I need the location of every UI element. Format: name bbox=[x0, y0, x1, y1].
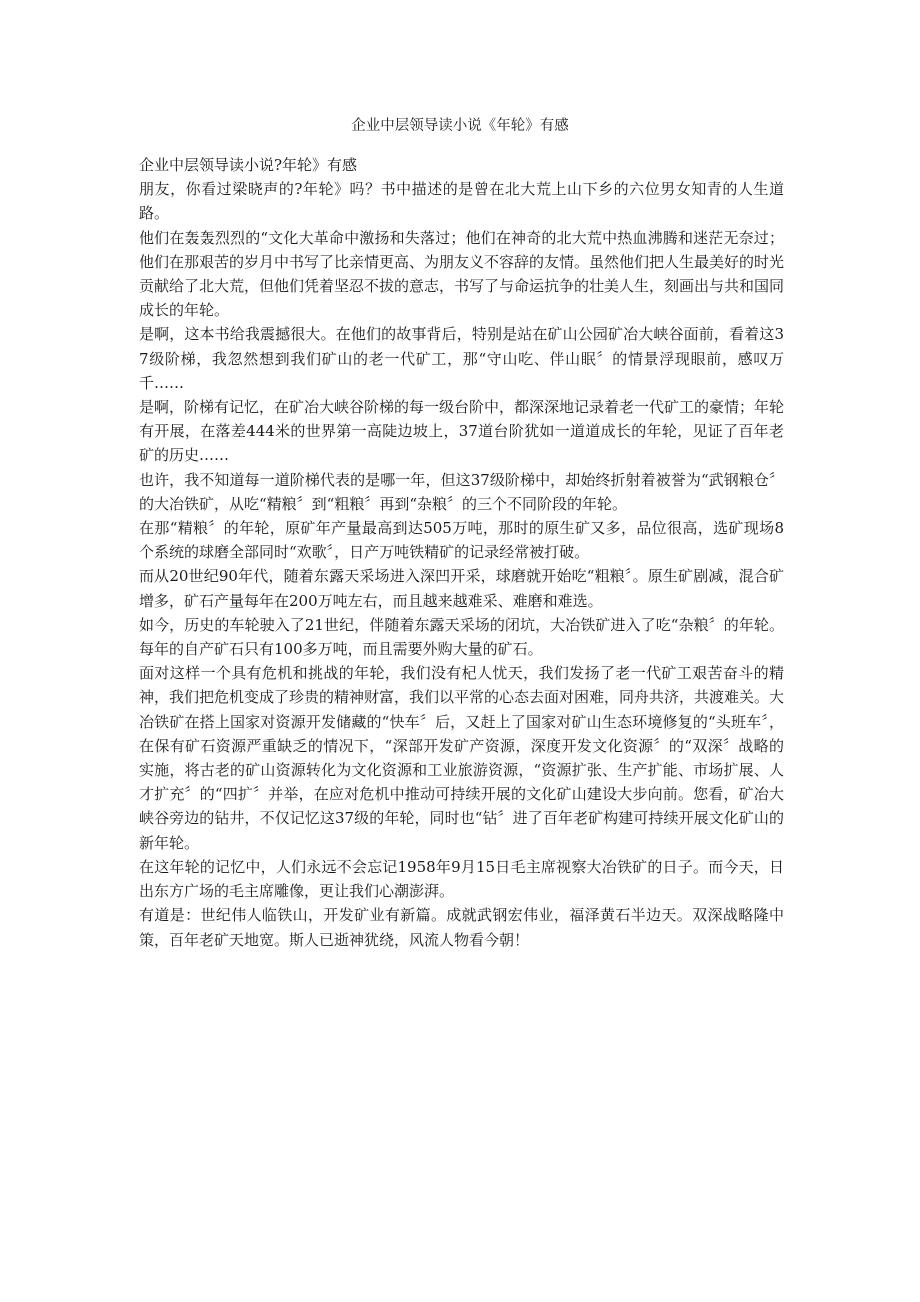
paragraph-memory: 在这年轮的记忆中，人们永远不会忘记1958年9月15日毛主席视察大冶铁矿的日子。而今天，日出东方广场的毛主席雕像，更让我们心潮澎湃。 bbox=[139, 857, 784, 901]
paragraph-fine-grain: 在那“精粮〞的年轮，原矿年产量最高到达505万吨，那时的原生矿又多，品位很高，选矿现场8个系统的球磨全部同时“欢歌〞，日产万吨铁精矿的记录经常被打破。 bbox=[139, 519, 784, 562]
document-body bbox=[139, 153, 784, 952]
document-title: 企业中层领导读小说《年轮》有感 bbox=[351, 118, 569, 134]
paragraph-challenge: 面对这样一个具有危机和挑战的年轮，我们没有杞人忧天，我们发扬了老一代矿工艰苦奋斗的精神，我们把危机变成了珍贵的精神财富，我们以平常的心态去面对困难，同舟共济，共渡难关。大冶铁矿在搭上国家对资源开发储藏的“快车〞后，又赶上了国家对矿山生态环境修复的“头班车〞，在保有矿石资源严重缺乏的情况下，“深部开发矿产资源，深度开发文化资源〞的“双深〞战略的实施，将古老的矿山资源转化为文化资源和工业旅游资源，“资源扩张、生产扩能、市场扩展、人才扩充〞的“四扩〞并举，在应对危机中推动可持续开展的文化矿山建设大步向前。您看，矿冶大峡谷旁边的钻井，不仅记忆这37级的年轮，同时也“钻〞进了百年老矿构建可持续开展文化矿山的新年轮。 bbox=[139, 664, 785, 852]
paragraph-reflection: 是啊，这本书给我震撼很大。在他们的故事背后，特别是站在矿山公园矿冶大峡谷面前，看着这37级阶梯，我忽然想到我们矿山的老一代矿工，那“守山吃、伴山眠〞的情景浮现眼前，感叹万千…… bbox=[139, 325, 784, 392]
paragraph-intro: 朋友，你看过梁晓声的?年轮》吗？书中描述的是曾在北大荒上山下乡的六位男女知青的人生道路。 bbox=[139, 180, 784, 223]
paragraph-coarse-grain: 而从20世纪90年代，随着东露天采场进入深凹开采，球磨就开始吃“粗粮〞。原生矿剧减，混合矿增多，矿石产量每年在200万吨左右，而且越来越难采、难磨和难选。 bbox=[139, 567, 784, 610]
paragraph-steps-memory: 是啊，阶梯有记忆，在矿冶大峡谷阶梯的每一级台阶中，都深深地记录着老一代矿工的豪情；年轮有开展，在落差444米的世界第一高陡边坡上，37道台阶犹如一道道成长的年轮，见证了百年老矿的历史…… bbox=[139, 398, 785, 465]
paragraph-three-stages: 也许，我不知道每一道阶梯代表的是哪一年，但这37级阶梯中，却始终折射着被誉为“武钢粮仓〞的大冶铁矿，从吃“精粮〞到“粗粮〞再到“杂粮〞的三个不同阶段的年轮。 bbox=[139, 470, 784, 513]
paragraph-subtitle: 企业中层领导读小说?年轮》有感 bbox=[139, 156, 358, 174]
paragraph-mixed-grain: 如今，历史的车轮驶入了21世纪，伴随着东露天采场的闭坑，大冶铁矿进入了吃“杂粮〞的年轮。每年的自产矿石只有100多万吨，而且需要外购大量的矿石。 bbox=[139, 615, 784, 659]
paragraph-poem: 有道是：世纪伟人临铁山，开发矿业有新篇。成就武钢宏伟业，福泽黄石半边天。双深战略隆中策，百年老矿天地宽。斯人已逝神犹绕，风流人物看今朝！ bbox=[139, 906, 784, 949]
paragraph-youth: 他们在轰轰烈烈的“文化大革命中激扬和失落过；他们在神奇的北大荒中热血沸腾和迷茫无奈过；他们在那艰苦的岁月中书写了比亲情更高、为朋友义不容辞的友情。虽然他们把人生最美好的时光贡献给了北大荒，但他们凭着坚忍不拔的意志，书写了与命运抗争的壮美人生，刻画出与共和国同成长的年轮。 bbox=[139, 228, 785, 320]
